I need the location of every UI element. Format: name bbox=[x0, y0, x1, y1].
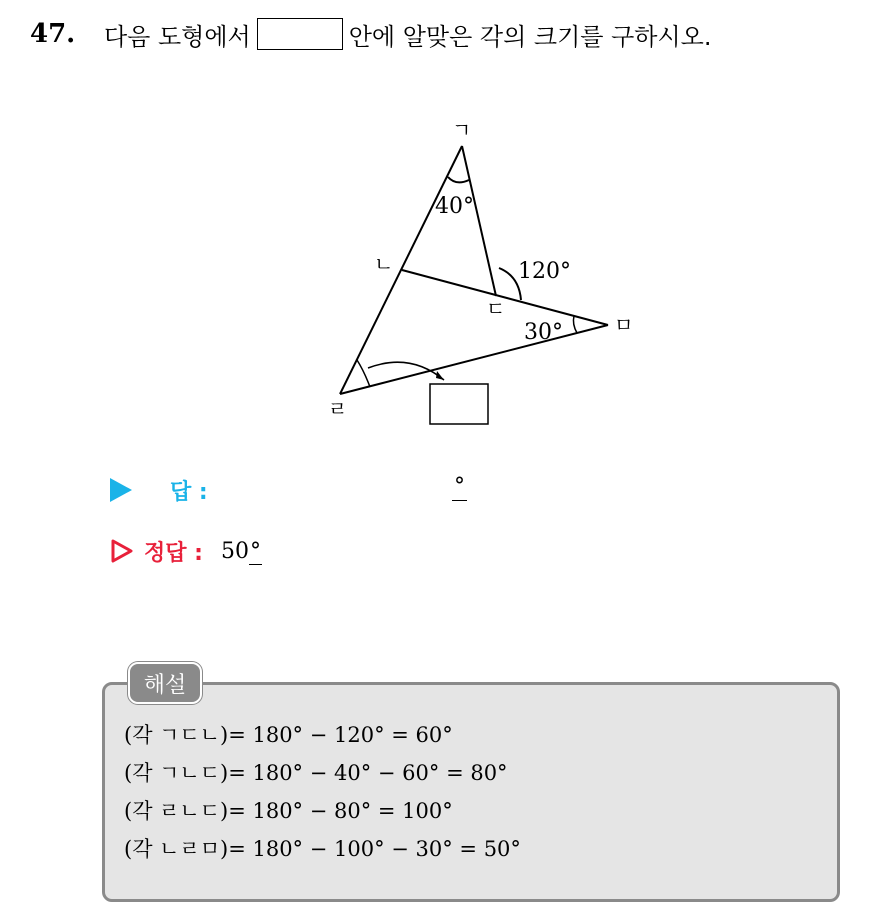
explanation-line: (각 ㄴㄹㅁ)= 180° − 100° − 30° = 50° bbox=[124, 837, 521, 861]
angle-arc-bottom-left bbox=[357, 360, 370, 387]
explanation-line: (각 ㄹㄴㄷ)= 180° − 80° = 100° bbox=[124, 799, 453, 823]
arrow-head bbox=[436, 371, 444, 380]
vertex-label-right: ㅁ bbox=[614, 313, 634, 337]
angle-arc-exterior bbox=[499, 268, 521, 300]
segment-bottom-left-to-right bbox=[340, 325, 608, 394]
correct-answer-row bbox=[110, 534, 262, 568]
correct-value-number: 50 bbox=[220, 538, 249, 564]
vertex-label-top: ㄱ bbox=[452, 118, 472, 142]
angle-arc-top bbox=[448, 177, 469, 182]
blank-box bbox=[257, 18, 343, 50]
question-text-after: 안에 알맞은 각의 크기를 구하시오. bbox=[348, 22, 712, 51]
question-text-before: 다음 도형에서 bbox=[104, 22, 251, 51]
angle-arc-right bbox=[573, 316, 577, 333]
segment-left-mid-to-right bbox=[402, 270, 608, 325]
vertex-label-bottom-left: ㄹ bbox=[328, 397, 348, 421]
answer-unit: ° bbox=[454, 474, 465, 499]
answer-row bbox=[110, 474, 208, 506]
vertex-label-left-mid: ㄴ bbox=[374, 252, 394, 276]
angle-label-top: 40° bbox=[435, 194, 474, 219]
correct-answer-label: 정답 : bbox=[144, 540, 203, 566]
correct-answer-value bbox=[221, 539, 262, 564]
explanation-lines bbox=[124, 716, 521, 868]
correct-value-unit: ° bbox=[249, 538, 261, 564]
answer-label: 답 : bbox=[170, 479, 208, 505]
segment-top-to-inner bbox=[462, 146, 496, 296]
explanation-tag: 해설 bbox=[128, 662, 202, 704]
figure-blank-box bbox=[430, 384, 488, 424]
angle-label-right: 30° bbox=[524, 320, 563, 345]
vertex-label-inner: ㄷ bbox=[486, 297, 506, 321]
question-header bbox=[30, 14, 711, 54]
explanation-line: (각 ㄱㄷㄴ)= 180° − 120° = 60° bbox=[124, 723, 453, 747]
outline-play-icon bbox=[110, 538, 134, 564]
segment-top-to-bottom-left bbox=[340, 146, 462, 394]
question-number: 47. bbox=[30, 19, 76, 49]
play-icon bbox=[110, 478, 132, 502]
angle-label-exterior: 120° bbox=[518, 259, 571, 284]
curved-arrow bbox=[368, 362, 444, 380]
explanation-line: (각 ㄱㄴㄷ)= 180° − 40° − 60° = 80° bbox=[124, 761, 508, 785]
